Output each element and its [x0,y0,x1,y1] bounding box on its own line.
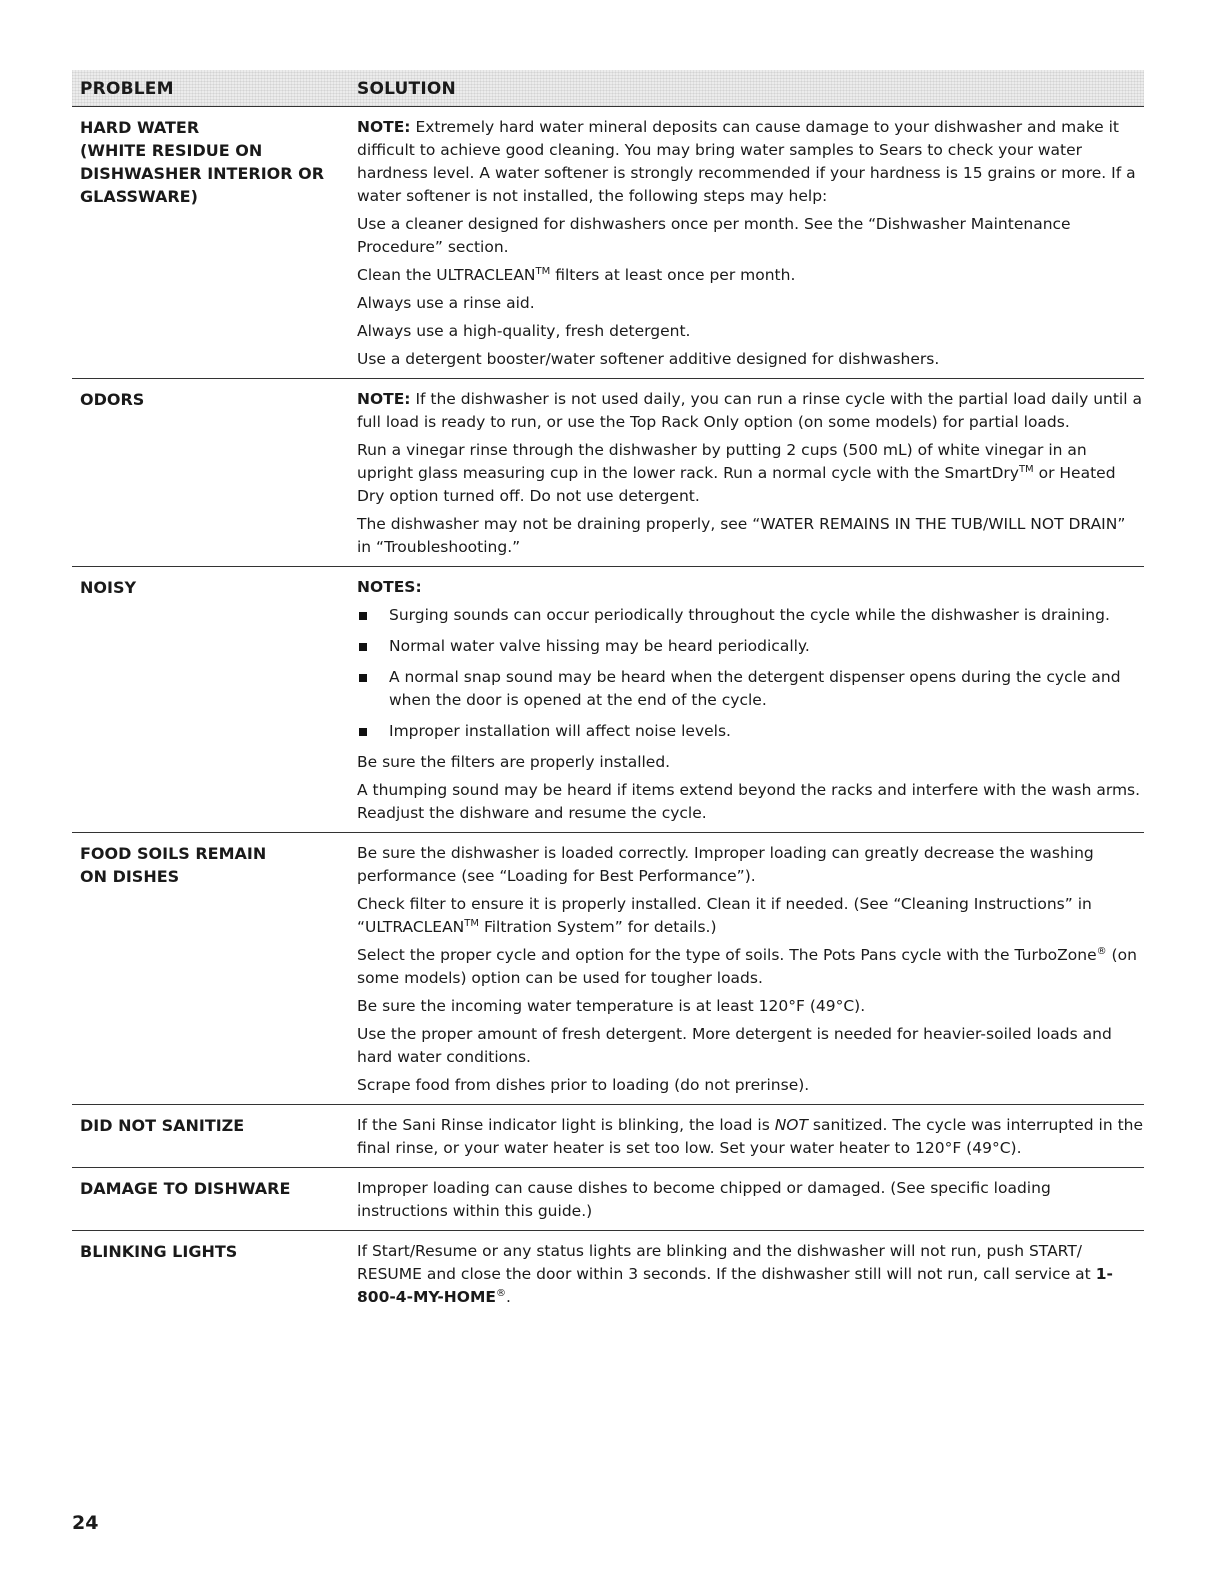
solution-cell [357,388,1144,559]
text-span: . [505,1288,511,1306]
table-row [72,379,1144,567]
solution-cell [357,116,1144,371]
note-text: If the dishwasher is not used daily, you can run a rinse cycle with the partial load daily until a full load is ready to run, or use the Top Rack Only option (on some models) for partial loads. [357,390,1142,431]
bullet-item [357,666,1144,712]
solution-paragraph: Use a cleaner designed for dishwashers once per month. See the “Dishwasher Maintenance Procedure” section. [357,215,1071,256]
table-row [72,833,1144,1105]
problem-label: GLASSWARE) [80,187,198,206]
table-row [72,1231,1144,1316]
text-span: (on some models) option can be used for tougher loads. [357,946,1137,987]
solution-paragraph [357,893,1144,939]
problem-cell [72,1177,357,1223]
solution-paragraph [357,264,1144,287]
emphasis-text: NOT [774,1116,808,1134]
problem-cell [72,576,357,825]
problem-label: DID NOT SANITIZE [80,1116,245,1135]
table-row [72,107,1144,379]
solution-paragraph [357,1240,1144,1309]
notes-heading [357,576,1144,599]
problem-column-header: PROBLEM [80,79,174,99]
bullet-text: A normal snap sound may be heard when the detergent dispenser opens during the cycle and when the door is opened at the end of the cycle. [389,668,1121,709]
solution-paragraph: A thumping sound may be heard if items extend beyond the racks and interfere with the wash arms. Readjust the dishware and resume the cycle. [357,781,1141,822]
problem-label: HARD WATER [80,118,200,137]
solution-cell [357,576,1144,825]
note-paragraph [357,116,1144,208]
problem-cell [72,1240,357,1309]
table-row [72,1105,1144,1168]
problem-label: BLINKING LIGHTS [80,1242,238,1261]
solution-paragraph: Scrape food from dishes prior to loading (do not prerinse). [357,1076,810,1094]
problem-label: NOISY [80,578,137,597]
registered-mark: ® [495,1288,506,1299]
bullet-text: Surging sounds can occur periodically throughout the cycle while the dishwasher is draining. [389,606,1110,624]
problem-label: ODORS [80,390,145,409]
table-row [72,567,1144,833]
solution-paragraph [357,1114,1144,1160]
note-label: NOTE: [357,118,411,136]
solution-paragraph: Be sure the incoming water temperature is at least 120°F (49°C). [357,997,866,1015]
solution-paragraph: Always use a high-quality, fresh detergent. [357,322,691,340]
table-row [72,1168,1144,1231]
solution-paragraph: Use the proper amount of fresh detergent. More detergent is needed for heavier-soiled loads and hard water conditions. [357,1025,1112,1066]
trademark-mark: TM [464,918,480,929]
solution-paragraph: Be sure the filters are properly installed. [357,753,671,771]
text-span: Check filter to ensure it is properly installed. Clean it if needed. (See “Cleaning Instructions” in “ULTRACLEAN [357,895,1092,936]
solution-paragraph [357,439,1144,508]
note-label: NOTE: [357,390,411,408]
solution-cell [357,842,1144,1097]
troubleshooting-table [72,70,1144,1316]
table-header [72,70,1144,107]
notes-label: NOTES: [357,578,422,596]
service-phone-number: 1-800-4-MY-HOME [357,1265,1113,1306]
solution-column-header: SOLUTION [357,79,456,99]
square-bullet-icon [359,728,367,736]
text-span: Clean the ULTRACLEAN [357,266,536,284]
solution-cell [357,1177,1144,1223]
bullet-item [357,720,1144,743]
text-span: sanitized. The cycle was interrupted in the final rinse, or your water heater is set too low. Set your water heater to 120°F (49°C). [357,1116,1144,1157]
registered-mark: ® [1096,946,1107,957]
problem-label: DAMAGE TO DISHWARE [80,1179,291,1198]
problem-label: DISHWASHER INTERIOR OR [80,164,325,183]
solution-cell [357,1240,1144,1309]
note-text: Extremely hard water mineral deposits can cause damage to your dishwasher and make it difficult to achieve good cleaning. You may bring water samples to Sears to check your water hardness level. A water softener is strongly recommended if your hardness is 15 grains or more. If a water softener is not installed, the following steps may help: [357,118,1136,205]
bullet-text: Improper installation will affect noise levels. [389,722,731,740]
text-span: Run a vinegar rinse through the dishwasher by putting 2 cups (500 mL) of white vinegar in an upright glass measuring cup in the lower rack. Run a normal cycle with the SmartDry [357,441,1087,482]
solution-paragraph: Always use a rinse aid. [357,294,535,312]
text-span: Filtration System” for details.) [479,918,717,936]
solution-paragraph [357,944,1144,990]
solution-cell [357,1114,1144,1160]
problem-cell [72,842,357,1097]
square-bullet-icon [359,643,367,651]
text-span: If the Sani Rinse indicator light is blinking, the load is [357,1116,775,1134]
solution-paragraph: The dishwasher may not be draining properly, see “WATER REMAINS IN THE TUB/WILL NOT DRAIN” in “Troubleshooting.” [357,515,1126,556]
trademark-mark: TM [1018,464,1034,475]
square-bullet-icon [359,612,367,620]
text-span: If Start/Resume or any status lights are blinking and the dishwasher will not run, push START/ RESUME and close the door within 3 seconds. If the dishwasher still will not run, call service at [357,1242,1096,1283]
bullet-item [357,635,1144,658]
text-span: Select the proper cycle and option for the type of soils. The Pots Pans cycle with the TurboZone [357,946,1097,964]
trademark-mark: TM [535,266,551,277]
text-span: filters at least once per month. [550,266,796,284]
problem-label: ON DISHES [80,867,180,886]
solution-paragraph: Use a detergent booster/water softener additive designed for dishwashers. [357,350,940,368]
text-span: or Heated Dry option turned off. Do not use detergent. [357,464,1116,505]
square-bullet-icon [359,674,367,682]
problem-cell [72,388,357,559]
bullet-item [357,604,1144,627]
solution-paragraph: Improper loading can cause dishes to become chipped or damaged. (See specific loading instructions within this guide.) [357,1179,1051,1220]
page-number: 24 [72,1512,99,1534]
problem-label: FOOD SOILS REMAIN [80,844,267,863]
bullet-text: Normal water valve hissing may be heard periodically. [389,637,810,655]
problem-label: (WHITE RESIDUE ON [80,141,263,160]
solution-paragraph: Be sure the dishwasher is loaded correctly. Improper loading can greatly decrease the washing performance (see “Loading for Best Performance”). [357,844,1094,885]
problem-cell [72,116,357,371]
note-paragraph [357,388,1144,434]
problem-cell [72,1114,357,1160]
